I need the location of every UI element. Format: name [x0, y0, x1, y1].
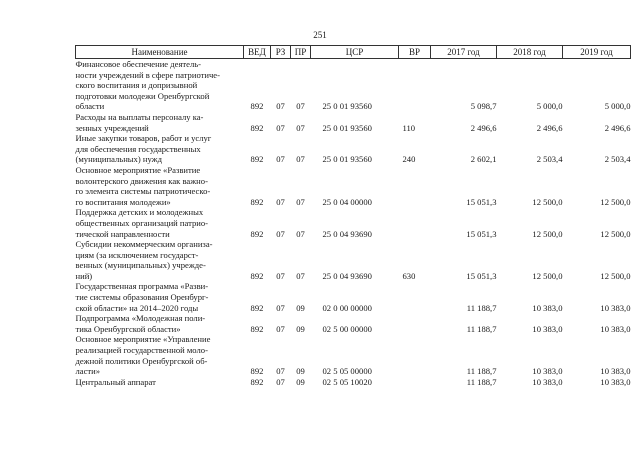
row-pr: 07 [296, 101, 305, 112]
row-rz: 07 [276, 270, 285, 281]
row-name-line: венных (муниципальных) учрежде- [75, 260, 206, 271]
row-name-line: Финансовое обеспечение деятель- [75, 59, 202, 69]
row-amount-2019: 10 383,0 [600, 302, 631, 313]
row-name-line: Иные закупки товаров, работ и услуг [75, 133, 212, 144]
row-name-line: Подпрограмма «Молодежная поли- [75, 313, 206, 324]
row-csr: 02 5 05 00000 [322, 366, 372, 377]
row-ved: 892 [250, 122, 264, 133]
header-2018: 2018 год [497, 46, 563, 59]
row-name-line: тие системы образования Оренбург- [75, 292, 209, 303]
row-pr: 07 [296, 122, 305, 133]
row-name-line: реализацией государственной моло- [75, 345, 208, 356]
row-vr [399, 377, 431, 388]
row-rz: 07 [276, 122, 285, 133]
row-name [76, 334, 244, 376]
row-rz: 07 [276, 101, 285, 112]
row-pr: 07 [296, 270, 305, 281]
row-name [76, 112, 244, 133]
header-2019: 2019 год [563, 46, 631, 59]
header-pr: ПР [291, 46, 311, 59]
row-amount-2019: 12 500,0 [600, 270, 631, 281]
row-name-line: подготовки молодежи Оренбургской [75, 90, 210, 101]
row-ved: 892 [250, 270, 264, 281]
row-ved: 892 [250, 376, 264, 387]
row-name [76, 377, 244, 388]
table-row [76, 281, 631, 313]
row-amount-2019: 12 500,0 [600, 228, 631, 239]
row-ved: 892 [250, 228, 264, 239]
header-name: Наименование [76, 46, 244, 59]
row-amount-2017: 11 188,7 [466, 366, 497, 377]
row-csr: 25 0 01 93560 [322, 154, 372, 165]
row-vr [399, 207, 431, 239]
row-name [76, 59, 244, 112]
row-csr: 25 0 01 93560 [322, 122, 372, 133]
header-2017: 2017 год [431, 46, 497, 59]
row-name-line: ласти» [75, 366, 101, 377]
row-csr: 25 0 01 93560 [322, 101, 372, 112]
row-ved: 892 [250, 196, 264, 207]
row-name-line: Поддержка детских и молодежных [75, 207, 204, 218]
row-name-line: тической направленности [75, 228, 170, 239]
table-row [76, 133, 631, 165]
row-amount-2018: 2 503,4 [536, 154, 563, 165]
table-row [76, 59, 631, 112]
row-rz: 07 [276, 366, 285, 377]
table-row [76, 377, 631, 388]
row-ved: 892 [250, 323, 264, 334]
row-name-line: Расходы на выплаты персоналу ка- [75, 111, 204, 122]
row-rz: 07 [276, 302, 285, 313]
row-name [76, 313, 244, 334]
row-amount-2019: 2 503,4 [604, 154, 631, 165]
row-vr: 240 [402, 154, 416, 165]
row-name-line: Центральный аппарат [75, 376, 156, 387]
row-pr: 07 [296, 196, 305, 207]
table-header-row [76, 46, 631, 59]
row-rz: 07 [276, 323, 285, 334]
row-name-line: для обеспечения государственных [75, 143, 201, 154]
row-ved: 892 [250, 366, 264, 377]
row-csr: 02 5 00 00000 [322, 323, 372, 334]
row-vr [399, 59, 431, 112]
row-amount-2018: 12 500,0 [532, 270, 563, 281]
row-vr [399, 281, 431, 313]
row-name-line: ний) [75, 270, 93, 281]
row-pr: 07 [296, 154, 305, 165]
table-row [76, 239, 631, 281]
row-rz: 07 [276, 154, 285, 165]
row-rz: 07 [276, 376, 285, 387]
row-name-line: Основное мероприятие «Управление [75, 334, 211, 345]
row-amount-2018: 10 383,0 [532, 302, 563, 313]
row-amount-2017: 11 188,7 [466, 302, 497, 313]
row-ved: 892 [250, 101, 264, 112]
row-amount-2019: 10 383,0 [600, 323, 631, 334]
row-amount-2017: 2 602,1 [470, 154, 497, 165]
row-name-line: циям (за исключением государст- [75, 249, 199, 260]
row-csr: 02 5 05 10020 [322, 376, 372, 387]
row-name [76, 239, 244, 281]
row-vr [399, 165, 431, 207]
row-vr: 110 [402, 122, 416, 133]
row-csr: 25 0 04 93690 [322, 228, 372, 239]
row-name-line: дежной политики Оренбургской об- [75, 355, 208, 366]
row-name-line: ности учреждений в сфере патриотиче- [75, 69, 220, 80]
row-amount-2019: 12 500,0 [600, 196, 631, 207]
row-name-line: ской области» на 2014–2020 годы [75, 302, 199, 313]
row-name [76, 207, 244, 239]
row-amount-2017: 11 188,7 [466, 376, 497, 387]
row-amount-2019: 10 383,0 [600, 366, 631, 377]
table-row [76, 112, 631, 133]
row-amount-2019: 10 383,0 [600, 376, 631, 387]
row-amount-2018: 12 500,0 [532, 228, 563, 239]
header-rz: РЗ [271, 46, 291, 59]
row-rz: 07 [276, 228, 285, 239]
row-csr: 25 0 04 93690 [322, 270, 372, 281]
row-name [76, 165, 244, 207]
row-name-line: Государственная программа «Разви- [75, 281, 209, 292]
row-amount-2017: 15 051,3 [466, 270, 497, 281]
row-amount-2018: 10 383,0 [532, 376, 563, 387]
row-name-line: (муниципальных) нужд [75, 154, 162, 165]
row-pr: 09 [296, 323, 305, 334]
row-name-line: общественных организаций патрио- [75, 217, 209, 228]
row-vr [399, 334, 431, 376]
table-row [76, 207, 631, 239]
row-amount-2018: 5 000,0 [536, 101, 563, 112]
table-row [76, 334, 631, 376]
row-pr: 09 [296, 376, 305, 387]
row-vr [399, 313, 431, 334]
table-row [76, 165, 631, 207]
row-amount-2019: 5 000,0 [604, 101, 631, 112]
row-rz: 07 [276, 196, 285, 207]
row-amount-2017: 5 098,7 [470, 101, 497, 112]
row-amount-2018: 10 383,0 [532, 323, 563, 334]
row-pr: 07 [296, 228, 305, 239]
row-name-line: ского воспитания и допризывной [75, 80, 198, 91]
row-csr: 25 0 04 00000 [322, 196, 372, 207]
row-amount-2018: 10 383,0 [532, 366, 563, 377]
row-ved: 892 [250, 154, 264, 165]
header-csr: ЦСР [311, 46, 399, 59]
row-amount-2017: 11 188,7 [466, 323, 497, 334]
row-amount-2017: 15 051,3 [466, 196, 497, 207]
header-vr: ВР [399, 46, 431, 59]
row-amount-2017: 15 051,3 [466, 228, 497, 239]
row-name-line: Субсидии некоммерческим организа- [75, 239, 213, 250]
row-pr: 09 [296, 302, 305, 313]
header-ved: ВЕД [244, 46, 271, 59]
row-name-line: го воспитания молодежи» [75, 196, 171, 207]
row-amount-2019: 2 496,6 [604, 122, 631, 133]
row-pr: 09 [296, 366, 305, 377]
row-name-line: волонтерского движения как важно- [75, 175, 208, 186]
row-name-line: тика Оренбургской области» [75, 323, 181, 334]
row-csr: 02 0 00 00000 [322, 302, 372, 313]
row-amount-2018: 12 500,0 [532, 196, 563, 207]
row-name-line: зенных учреждений [75, 122, 149, 133]
row-ved: 892 [250, 302, 264, 313]
row-amount-2017: 2 496,6 [470, 122, 497, 133]
budget-table [75, 45, 631, 387]
row-name-line: Основное мероприятие «Развитие [75, 164, 201, 175]
row-vr: 630 [402, 270, 416, 281]
table-row [76, 313, 631, 334]
row-name [76, 281, 244, 313]
row-name-line: области [75, 101, 105, 112]
row-name [76, 133, 244, 165]
page-number: 251 [313, 30, 327, 40]
row-name-line: го элемента системы патриотическо- [75, 186, 211, 197]
row-amount-2018: 2 496,6 [536, 122, 563, 133]
